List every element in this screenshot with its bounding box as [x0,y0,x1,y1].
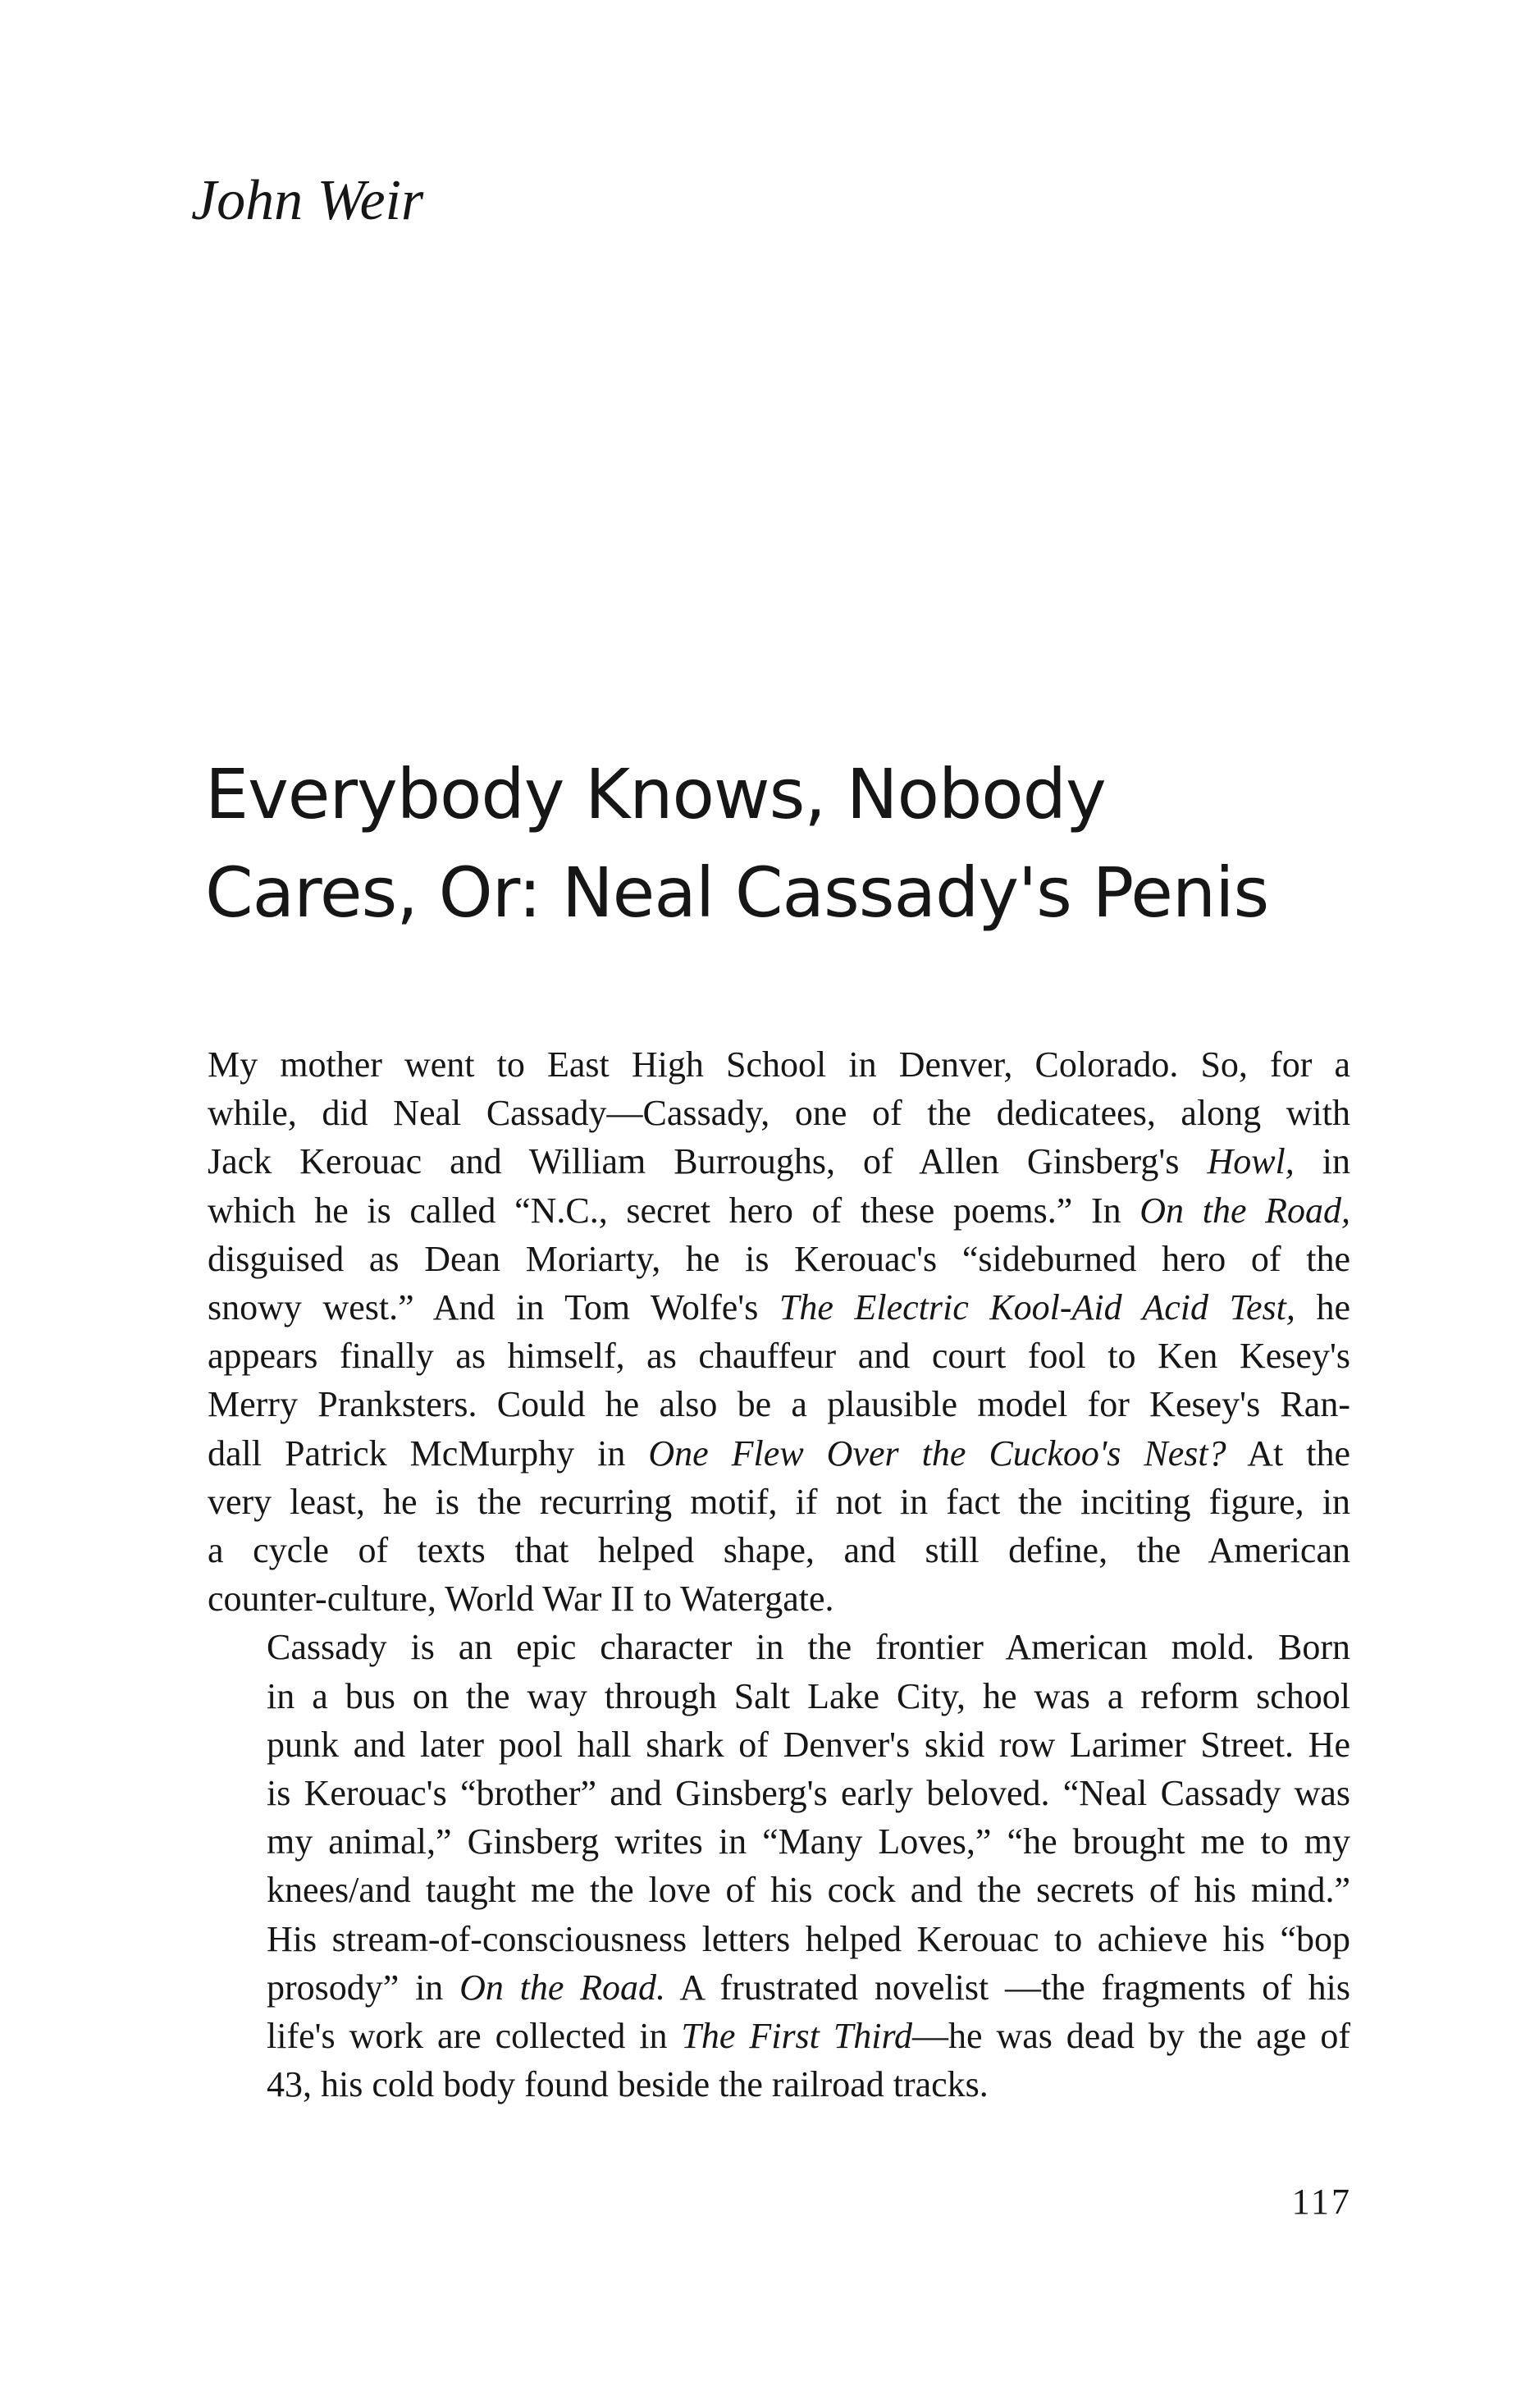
chapter-title-line-1: Everybody Knows, Nobody [205,754,1106,834]
italic-title: On the Road. [459,1967,666,2008]
text-line: snowy west.” And in Tom Wolfe's The Electric Kool-Aid Acid Test, he [208,1287,1350,1328]
chapter-title-line-2: Cares, Or: Neal Cassady's Penis [205,852,1269,933]
text-line: dall Patrick McMurphy in One Flew Over the Cuckoo's Nest? At the [208,1432,1350,1474]
page-number: 117 [1291,2182,1352,2222]
text-line: knees/and taught me the love of his cock and the secrets of his mind.” [267,1870,1350,1911]
italic-title: Howl, [1207,1141,1295,1182]
text-line: appears finally as himself, as chauffeur and court fool to Ken Kesey's [208,1336,1350,1377]
text-line: punk and later pool hall shark of Denver's skid row Larimer Street. He [267,1724,1350,1765]
text-line: Merry Pranksters. Could he also be a plausible model for Kesey's Ran- [208,1384,1350,1425]
italic-title: The First Third [681,2016,913,2057]
text-line: is Kerouac's “brother” and Ginsberg's early beloved. “Neal Cassady was [267,1773,1350,1814]
text-line: very least, he is the recurring motif, if not in fact the inciting figure, in [208,1481,1350,1522]
text-line: 43, his cold body found beside the railroad tracks. [267,2064,989,2105]
text-line: prosody” in On the Road. A frustrated novelist —the fragments of his [267,1967,1351,2008]
italic-title: The Electric Kool-Aid Acid Test, [779,1287,1295,1328]
text-line: my animal,” Ginsberg writes in “Many Loves,” “he brought me to my [267,1821,1350,1862]
text-line: while, did Neal Cassady—Cassady, one of the dedicatees, along with [208,1093,1350,1134]
italic-title: On the Road, [1139,1190,1351,1231]
chapter-title [205,745,1370,942]
text-line: His stream-of-consciousness letters helped Kerouac to achieve his “bop [267,1918,1350,1959]
text-line: in a bus on the way through Salt Lake City, he was a reform school [267,1675,1350,1716]
text-line: Jack Kerouac and William Burroughs, of Allen Ginsberg's Howl, in [208,1141,1350,1182]
text-line: counter-culture, World War II to Watergate. [208,1579,834,1620]
text-line: life's work are collected in The First Third—he was dead by the age of [267,2016,1350,2057]
body-text [208,1040,1350,2109]
text-line: disguised as Dean Moriarty, he is Kerouac's “sideburned hero of the [208,1238,1350,1279]
text-line: a cycle of texts that helped shape, and still define, the American [208,1530,1350,1571]
body-paragraph [208,1040,1350,1623]
text-line: Cassady is an epic character in the frontier American mold. Born [267,1627,1350,1668]
italic-title: One Flew Over the Cuckoo's Nest? [648,1432,1226,1474]
text-line: My mother went to East High School in Denver, Colorado. So, for a [208,1044,1350,1085]
author-name: John Weir [191,169,424,232]
body-paragraph [208,1623,1350,2109]
text-line: which he is called “N.C., secret hero of these poems.” In On the Road, [208,1190,1351,1231]
